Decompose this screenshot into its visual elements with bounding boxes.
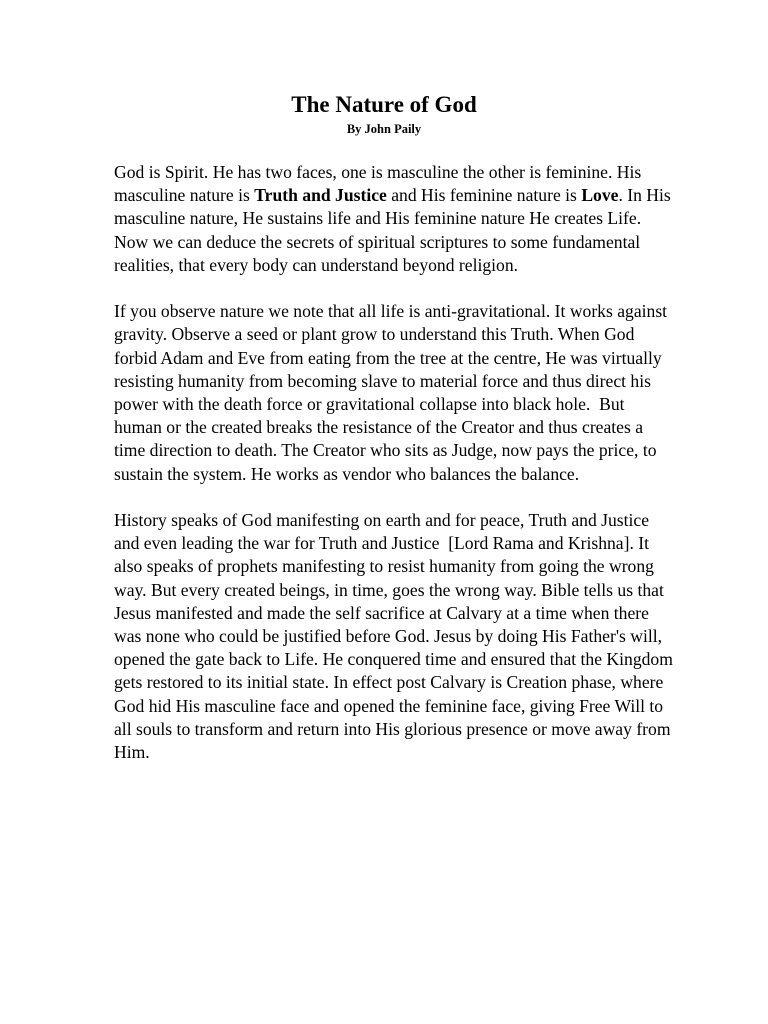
bold-text-run: Love (581, 185, 619, 206)
paragraph (114, 509, 678, 764)
text-run: . In His masculine nature, He sustains life and His feminine nature He creates Life. Now we can deduce the secrets of spiritual scriptures to some fundamental realities, that every body can understand beyond religion. (114, 185, 676, 275)
paragraph (114, 161, 674, 277)
text-run: and His feminine nature is (386, 185, 582, 206)
text-run: History speaks of God manifesting on earth and for peace, Truth and Justice and even leading the war for Truth and Justice [Lord Rama and Krishna]. It also speaks of prophets manifesting to resist humanity from going the wrong way. But every created beings, in time, goes the wrong way. Bible tells us that Jesus manifested and made the self sacrifice at Calvary at a time when there was none who could be justified before God. Jesus by doing His Father's will, opened the gate back to Life. He conquered time and ensured that the Kingdom gets restored to its initial state. In effect post Calvary is Creation phase, where God hid His masculine face and opened the feminine face, giving Free Will to all souls to transform and return into His glorious presence or move away from Him. (114, 510, 678, 763)
document-body (114, 161, 678, 787)
document-title: The Nature of God (291, 92, 477, 117)
text-run: If you observe nature we note that all life is anti-gravitational. It works against gravity. Observe a seed or plant grow to understand this Truth. When God forbid Adam and Eve from eating from the tree at the centre, He was virtually resisting humanity from becoming slave to material force and thus direct his power with the death force or gravitational collapse into black hole. But human or the created breaks the resistance of the Creator and thus creates a time direction to death. The Creator who sits as Judge, now pays the price, to sustain the system. He works as vendor who balances the balance. (114, 301, 672, 484)
text-run: God is Spirit. He has two faces, one is masculine the other is feminine. His masculine nature is (114, 162, 646, 206)
bold-text-run: Truth and Justice (254, 185, 387, 206)
paragraph (114, 300, 674, 486)
author-byline: By John Paily (346, 122, 422, 136)
